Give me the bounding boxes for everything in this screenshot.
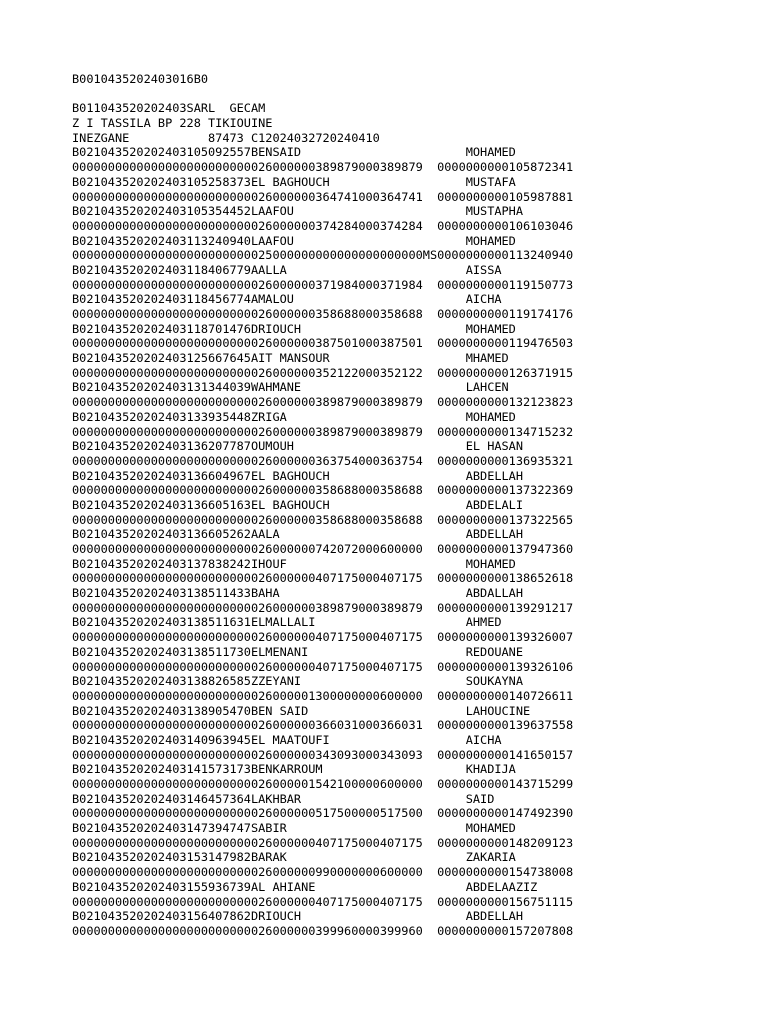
- document-line: B021043520202403131344039WAHMANE LAHCEN: [72, 380, 509, 395]
- document-line: 0000000000000000000000000026000000371984000371984 0000000000119150773: [72, 277, 574, 292]
- document-line: B0010435202403016B0: [72, 72, 209, 86]
- document-line: 0000000000000000000000000026000000358688000358688 0000000000137322369: [72, 483, 574, 498]
- document-line: B021043520202403133935448ZRIGA MOHAMED: [72, 409, 516, 424]
- document-line: B021043520202403136605262AALA ABDELLAH: [72, 527, 524, 542]
- document-line: 0000000000000000000000000026000000990000000600000 0000000000154738008: [72, 865, 574, 880]
- document-line: 0000000000000000000000000026000000389879000389879 0000000000139291217: [72, 600, 574, 615]
- document-line: 0000000000000000000000000026000000366031000366031 0000000000139637558: [72, 718, 574, 733]
- document-line: B021043520202403138511433BAHA ABDALLAH: [72, 586, 524, 601]
- document-line: 0000000000000000000000000026000000363754000363754 0000000000136935321: [72, 453, 574, 468]
- document-line: B021043520202403118456774AMALOU AICHA: [72, 292, 502, 307]
- document-line: 0000000000000000000000000026000000407175000407175 0000000000156751115: [72, 894, 574, 909]
- document-line: B021043520202403118701476DRIOUCH MOHAMED: [72, 321, 516, 336]
- document-line: B021043520202403138511730ELMENANI REDOUANE: [72, 644, 524, 659]
- document-line: B021043520202403138905470BEN SAID LAHOUCINE: [72, 703, 531, 718]
- document-line: B021043520202403141573173BENKARROUM KHADIJA: [72, 762, 516, 777]
- document-line: B021043520202403105354452LAAFOU MUSTAPHA: [72, 204, 524, 219]
- document-line: B021043520202403140963945EL MAATOUFI AICHA: [72, 732, 502, 747]
- document-line: B021043520202403136207787OUMOUH EL HASAN: [72, 439, 524, 454]
- document-line: B021043520202403105258373EL BAGHOUCH MUSTAFA: [72, 174, 516, 189]
- document-line: B021043520202403136605163EL BAGHOUCH ABDELALI: [72, 497, 524, 512]
- document-line: 0000000000000000000000000026000000517500000517500 0000000000147492390: [72, 806, 574, 821]
- document-line: 0000000000000000000000000026000000407175000407175 0000000000148209123: [72, 835, 574, 850]
- document-line: 0000000000000000000000000026000001300000000600000 0000000000140726611: [72, 688, 574, 703]
- document-line: 0000000000000000000000000026000000399960000399960 0000000000157207808: [72, 923, 574, 938]
- document-line: 0000000000000000000000000026000000343093000343093 0000000000141650157: [72, 747, 574, 762]
- document-text: [72, 72, 573, 939]
- document-line: 0000000000000000000000000026000000389879000389879 0000000000134715232: [72, 424, 574, 439]
- blank-line: [72, 87, 573, 102]
- document-line: 0000000000000000000000000026000000387501000387501 0000000000119476503: [72, 336, 574, 351]
- document-line: 0000000000000000000000000026000000374284000374284 0000000000106103046: [72, 218, 574, 233]
- document-line: B021043520202403138826585ZZEYANI SOUKAYNA: [72, 674, 524, 689]
- document-line: 0000000000000000000000000026000000389879000389879 0000000000132123823: [72, 395, 574, 410]
- document-line: B021043520202403147394747SABIR MOHAMED: [72, 821, 516, 836]
- document-line: B021043520202403138511631ELMALLALI AHMED: [72, 615, 502, 630]
- document-line: B021043520202403137838242IHOUF MOHAMED: [72, 556, 516, 571]
- document-line: 0000000000000000000000000026000000352122000352122 0000000000126371915: [72, 365, 574, 380]
- document-line: 0000000000000000000000000026000000358688000358688 0000000000137322565: [72, 512, 574, 527]
- document-line: B021043520202403136604967EL BAGHOUCH ABDELLAH: [72, 468, 524, 483]
- document-line: 0000000000000000000000000026000000407175000407175 0000000000139326106: [72, 659, 574, 674]
- document-line: 0000000000000000000000000026000000407175000407175 0000000000138652618: [72, 571, 574, 586]
- document-line: B021043520202403125667645AIT MANSOUR MHAMED: [72, 351, 509, 366]
- document-line: B021043520202403153147982BARAK ZAKARIA: [72, 850, 516, 865]
- document-line: B021043520202403118406779AALLA AISSA: [72, 262, 502, 277]
- document-line: INEZGANE 87473 C12024032720240410: [72, 130, 380, 145]
- document-line: Z I TASSILA BP 228 TIKIOUINE: [72, 116, 273, 131]
- document-line: 0000000000000000000000000026000000364741000364741 0000000000105987881: [72, 189, 574, 204]
- document-line: 0000000000000000000000000026000000407175000407175 0000000000139326007: [72, 630, 574, 645]
- document-line: B021043520202403146457364LAKHBAR SAID: [72, 791, 495, 806]
- document-line: 0000000000000000000000000025000000000000000000000MS0000000000113240940: [72, 248, 574, 263]
- document-line: B021043520202403105092557BENSAID MOHAMED: [72, 145, 516, 160]
- document-line: B021043520202403156407862DRIOUCH ABDELLAH: [72, 909, 524, 924]
- document-line: 0000000000000000000000000026000000742072000600000 0000000000137947360: [72, 542, 574, 556]
- document-line: B021043520202403113240940LAAFOU MOHAMED: [72, 233, 516, 248]
- document-line: 0000000000000000000000000026000001542100000600000 0000000000143715299: [72, 777, 574, 791]
- document-line: B011043520202403SARL GECAM: [72, 101, 266, 116]
- document-line: B021043520202403155936739AL AHIANE ABDELAAZIZ: [72, 879, 538, 894]
- document-line: 0000000000000000000000000026000000358688000358688 0000000000119174176: [72, 307, 574, 321]
- document-line: 0000000000000000000000000026000000389879000389879 0000000000105872341: [72, 160, 574, 175]
